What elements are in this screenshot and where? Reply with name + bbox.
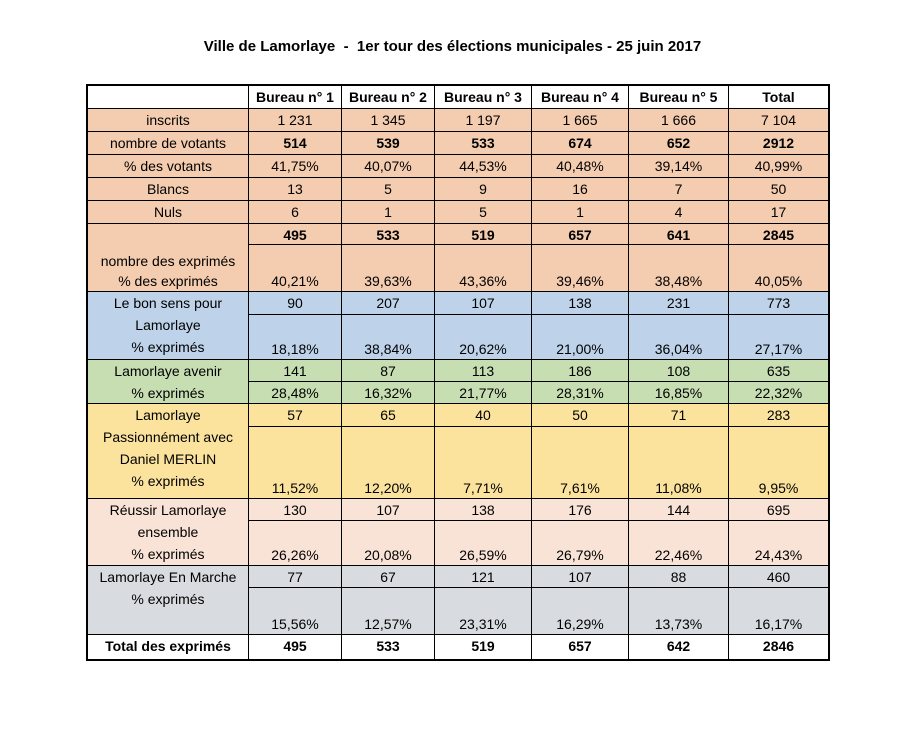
value-cell: 1 666 — [629, 109, 729, 132]
total-cell: 2846 — [729, 635, 828, 659]
list-name: Le bon sens pour Lamorlaye % exprimés — [88, 292, 249, 360]
percent-cell: 38,84% — [342, 315, 435, 360]
page-title: Ville de Lamorlaye - 1er tour des élections municipales - 25 juin 2017 — [203, 38, 702, 55]
value-cell: 87 — [342, 360, 435, 382]
percent-cell: 7,71% — [435, 427, 532, 499]
row-label: nombre de votants — [88, 132, 249, 155]
value-cell: 40,99% — [729, 155, 828, 178]
list-name: Réussir Lamorlaye ensemble % exprimés — [88, 499, 249, 566]
value-cell: 108 — [629, 360, 729, 382]
percent-cell: 16,17% — [729, 588, 828, 635]
value-cell: 40,07% — [342, 155, 435, 178]
list-name: Lamorlaye Passionnément avec Daniel MERLIN % exprimés — [88, 404, 249, 499]
percent-cell: 22,46% — [629, 521, 729, 566]
percent-cell: 13,73% — [629, 588, 729, 635]
value-cell: 695 — [729, 499, 828, 521]
total-cell: 519 — [435, 635, 532, 659]
value-cell: 2845 — [729, 224, 828, 245]
value-cell: 138 — [532, 292, 629, 315]
percent-cell: 20,08% — [342, 521, 435, 566]
value-cell: 144 — [629, 499, 729, 521]
percent-cell: 38,48% — [629, 245, 729, 292]
value-cell: 39,14% — [629, 155, 729, 178]
value-cell: 533 — [435, 132, 532, 155]
column-header: Bureau n° 1 — [249, 86, 342, 109]
row-label: % des votants — [88, 155, 249, 178]
value-cell: 657 — [532, 224, 629, 245]
value-cell: 6 — [249, 201, 342, 224]
list-name: Lamorlaye avenir % exprimés — [88, 360, 249, 404]
value-cell: 773 — [729, 292, 828, 315]
value-cell: 1 665 — [532, 109, 629, 132]
total-label: Total des exprimés — [88, 635, 249, 659]
value-cell: 5 — [342, 178, 435, 201]
value-cell: 88 — [629, 566, 729, 588]
value-cell: 13 — [249, 178, 342, 201]
value-cell: 514 — [249, 132, 342, 155]
value-cell: 107 — [342, 499, 435, 521]
value-cell: 77 — [249, 566, 342, 588]
column-header: Bureau n° 2 — [342, 86, 435, 109]
value-cell: 7 — [629, 178, 729, 201]
percent-cell: 40,21% — [249, 245, 342, 292]
percent-cell: 26,79% — [532, 521, 629, 566]
percent-cell: 26,59% — [435, 521, 532, 566]
value-cell: 1 — [342, 201, 435, 224]
value-cell: 16 — [532, 178, 629, 201]
value-cell: 283 — [729, 404, 828, 427]
percent-cell: 24,43% — [729, 521, 828, 566]
value-cell: 635 — [729, 360, 828, 382]
value-cell: 130 — [249, 499, 342, 521]
percent-cell: 15,56% — [249, 588, 342, 635]
value-cell: 231 — [629, 292, 729, 315]
value-cell: 71 — [629, 404, 729, 427]
value-cell: 50 — [532, 404, 629, 427]
percent-cell: 26,26% — [249, 521, 342, 566]
value-cell: 539 — [342, 132, 435, 155]
percent-cell: 21,00% — [532, 315, 629, 360]
total-cell: 642 — [629, 635, 729, 659]
list-name: Lamorlaye En Marche % exprimés — [88, 566, 249, 635]
value-cell: 17 — [729, 201, 828, 224]
value-cell: 67 — [342, 566, 435, 588]
row-label: inscrits — [88, 109, 249, 132]
percent-cell: 11,52% — [249, 427, 342, 499]
value-cell: 1 345 — [342, 109, 435, 132]
percent-cell: 27,17% — [729, 315, 828, 360]
column-header: Bureau n° 4 — [532, 86, 629, 109]
value-cell: 107 — [532, 566, 629, 588]
percent-cell: 7,61% — [532, 427, 629, 499]
value-cell: 41,75% — [249, 155, 342, 178]
value-cell: 40,48% — [532, 155, 629, 178]
value-cell: 40 — [435, 404, 532, 427]
value-cell: 176 — [532, 499, 629, 521]
percent-cell: 9,95% — [729, 427, 828, 499]
value-cell: 674 — [532, 132, 629, 155]
percent-cell: 23,31% — [435, 588, 532, 635]
value-cell: 44,53% — [435, 155, 532, 178]
value-cell: 138 — [435, 499, 532, 521]
row-label: nombre des exprimés % des exprimés — [88, 224, 249, 292]
header-blank — [88, 86, 249, 109]
percent-cell: 28,31% — [532, 382, 629, 404]
value-cell: 4 — [629, 201, 729, 224]
percent-cell: 16,85% — [629, 382, 729, 404]
percent-cell: 16,29% — [532, 588, 629, 635]
percent-cell: 12,57% — [342, 588, 435, 635]
value-cell: 2912 — [729, 132, 828, 155]
value-cell: 107 — [435, 292, 532, 315]
percent-cell: 43,36% — [435, 245, 532, 292]
row-label: Nuls — [88, 201, 249, 224]
percent-cell: 18,18% — [249, 315, 342, 360]
value-cell: 460 — [729, 566, 828, 588]
value-cell: 141 — [249, 360, 342, 382]
percent-cell: 40,05% — [729, 245, 828, 292]
value-cell: 9 — [435, 178, 532, 201]
value-cell: 121 — [435, 566, 532, 588]
value-cell: 207 — [342, 292, 435, 315]
value-cell: 5 — [435, 201, 532, 224]
value-cell: 113 — [435, 360, 532, 382]
percent-cell: 39,63% — [342, 245, 435, 292]
value-cell: 495 — [249, 224, 342, 245]
total-cell: 495 — [249, 635, 342, 659]
percent-cell: 12,20% — [342, 427, 435, 499]
column-header: Bureau n° 5 — [629, 86, 729, 109]
percent-cell: 28,48% — [249, 382, 342, 404]
value-cell: 186 — [532, 360, 629, 382]
value-cell: 7 104 — [729, 109, 828, 132]
value-cell: 533 — [342, 224, 435, 245]
percent-cell: 20,62% — [435, 315, 532, 360]
value-cell: 641 — [629, 224, 729, 245]
percent-cell: 16,32% — [342, 382, 435, 404]
value-cell: 519 — [435, 224, 532, 245]
value-cell: 65 — [342, 404, 435, 427]
value-cell: 50 — [729, 178, 828, 201]
percent-cell: 21,77% — [435, 382, 532, 404]
total-cell: 533 — [342, 635, 435, 659]
percent-cell: 36,04% — [629, 315, 729, 360]
value-cell: 1 197 — [435, 109, 532, 132]
value-cell: 90 — [249, 292, 342, 315]
value-cell: 1 — [532, 201, 629, 224]
value-cell: 1 231 — [249, 109, 342, 132]
results-table — [86, 84, 830, 661]
percent-cell: 11,08% — [629, 427, 729, 499]
percent-cell: 22,32% — [729, 382, 828, 404]
total-cell: 657 — [532, 635, 629, 659]
value-cell: 57 — [249, 404, 342, 427]
column-header: Bureau n° 3 — [435, 86, 532, 109]
value-cell: 652 — [629, 132, 729, 155]
percent-cell: 39,46% — [532, 245, 629, 292]
row-label: Blancs — [88, 178, 249, 201]
column-header: Total — [729, 86, 828, 109]
